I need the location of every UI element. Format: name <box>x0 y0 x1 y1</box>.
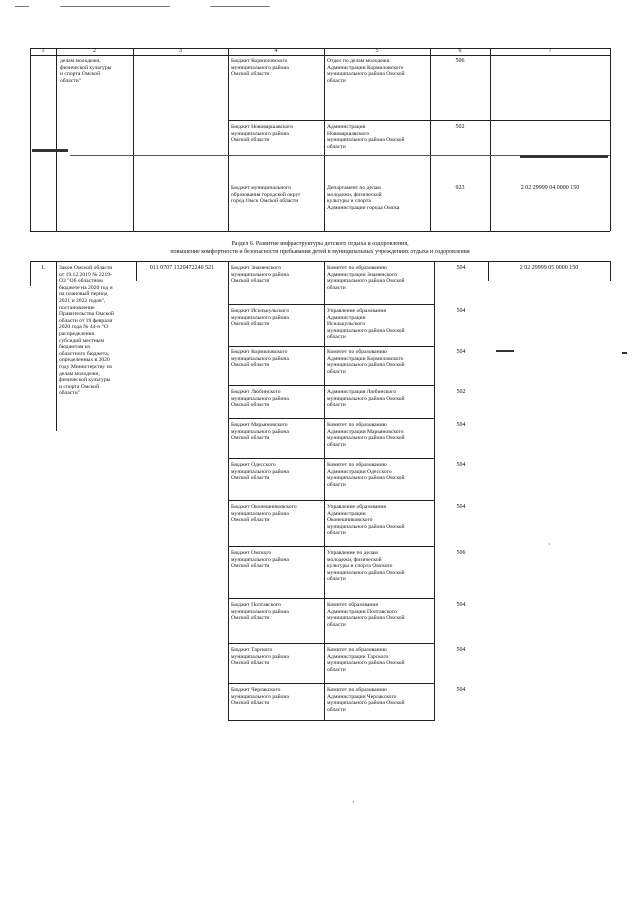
row-number: 1. <box>40 265 46 271</box>
administrator-name: Управление по делам молодежи, физической культуры и спорта Омского муниципального района Омской области <box>327 550 405 583</box>
department-code: 504 <box>456 687 466 693</box>
budget-name: Бюджет Полтавского муниципального района Омской области <box>231 602 289 622</box>
budget-name: Бюджет Исилькульского муниципального района Омской области <box>231 308 290 328</box>
budget-name: Бюджет Одесского муниципального района Омской области <box>231 462 289 482</box>
department-code: 504 <box>456 422 466 428</box>
administrator-name: Комитет по образованию Администрации Одесского муниципального района Омской области <box>327 462 405 488</box>
administrator-name: Отдел по делам молодежи Администрации Кормиловского муниципального района Омской области <box>327 58 405 84</box>
scan-artifact <box>15 6 29 7</box>
col-header-3: 3 <box>179 48 182 54</box>
administrator-name: Комитет по образованию Администрации Черлакского муниципального района Омской области <box>327 687 405 713</box>
budget-name: Бюджет Марьяновского муниципального района Омской области <box>231 422 289 442</box>
budget-name: Бюджет Оконешниковского муниципального района Омской области <box>231 504 297 524</box>
col-header-1: 1 <box>41 48 45 54</box>
scan-mark: · <box>352 798 355 807</box>
scan-artifact <box>60 6 170 7</box>
col-header-7: 7 <box>548 48 552 54</box>
administrator-name: Администрация Любинского муниципального района Омской области <box>327 389 405 409</box>
budget-name: Бюджет Кормиловского муниципального района Омской области <box>231 349 289 369</box>
administrator-name: Управление образования Администрации Оконешниковского муниципального района Омской области <box>327 504 405 537</box>
department-code: 504 <box>456 647 466 653</box>
administrator-name: Департамент по делам молодежи, физической культуры и спорта Администрации города Омска <box>327 185 400 211</box>
department-code: 923 <box>455 185 465 191</box>
legal-basis-text: делам молодежи, физической культуры и спорта Омской области" <box>60 58 112 84</box>
administrator-name: Администрация Нововаршавского муниципального района Омской области <box>327 124 405 150</box>
col-header-5: 5 <box>375 48 379 54</box>
col-header-6: 6 <box>458 48 462 54</box>
department-code: 504 <box>456 504 466 510</box>
administrator-name: Управление образования Администрации Исилькульского муниципального района Омской области <box>327 308 405 341</box>
department-code: 504 <box>456 308 466 314</box>
budget-classification-code: 2 02 29999 05 0000 150 <box>519 265 579 271</box>
scan-mark <box>496 350 514 352</box>
scan-mark <box>622 352 627 354</box>
budget-name: Бюджет Омского муниципального района Омской области <box>231 550 289 570</box>
administrator-name: Комитет образования Администрации Полтавского муниципального района Омской области <box>327 602 405 628</box>
scan-mark: · <box>548 540 551 549</box>
legal-basis-text: Закон Омской области от 19.12.2019 № 2219- ОЗ "Об областном бюджете на 2020 год и на плановый период 2021 и 2022 годов", постановление Правительства Омской области от 19 февраля 2020 года № 44-п "О распределении субсидий местным бюджетам из областного бюджета, определенных в 2020 году Министерству по делам молодежи, физической культуры и спорта Омской области" <box>59 265 114 397</box>
department-code: 506 <box>456 550 466 556</box>
department-code: 504 <box>456 602 466 608</box>
administrator-name: Комитет по образованию Администрации Знаменского муниципального района Омской области <box>327 265 405 291</box>
col-header-4: 4 <box>274 48 278 54</box>
administrator-name: Комитет по образованию Администрации Марьяновского муниципального района Омской области <box>327 422 405 448</box>
budget-name: Бюджет Нововаршавского муниципального района Омской области <box>231 124 294 144</box>
department-code: 502 <box>455 124 465 130</box>
section-heading: Раздел 6. Развитие инфраструктуры детского отдыха и оздоровления, повышение комфортности и безопасности пребывания детей в муниципальных учреждениях отдыха и оздоровления <box>170 241 470 255</box>
department-code: 502 <box>456 389 466 395</box>
budget-name: Бюджет Тарского муниципального района Омской области <box>231 647 289 667</box>
budget-name: Бюджет муниципального образования городской округ город Омск Омской области <box>231 185 301 205</box>
scan-mark <box>520 155 608 158</box>
administrator-name: Комитет по образованию Администрации Тарского муниципального района Омской области <box>327 647 405 673</box>
budget-name: Бюджет Любинского муниципального района Омской области <box>231 389 289 409</box>
department-code: 506 <box>455 58 465 64</box>
department-code: 504 <box>456 462 466 468</box>
department-code: 504 <box>456 349 466 355</box>
administrator-name: Комитет по образованию Администрации Кормиловского муниципального района Омской области <box>327 349 405 375</box>
scan-mark <box>32 149 68 152</box>
budget-name: Бюджет Кормиловского муниципального района Омской области <box>231 58 289 78</box>
budget-name: Бюджет Черлакского муниципального района Омской области <box>231 687 289 707</box>
budget-name: Бюджет Знаменского муниципального района Омской области <box>231 265 289 285</box>
expense-code: 011 0707 1320472240 521 <box>149 265 215 271</box>
budget-classification-code: 2 02 29999 04 0000 150 <box>520 185 580 191</box>
col-header-2: 2 <box>93 48 96 54</box>
scan-artifact <box>210 6 270 7</box>
department-code: 504 <box>456 265 466 271</box>
